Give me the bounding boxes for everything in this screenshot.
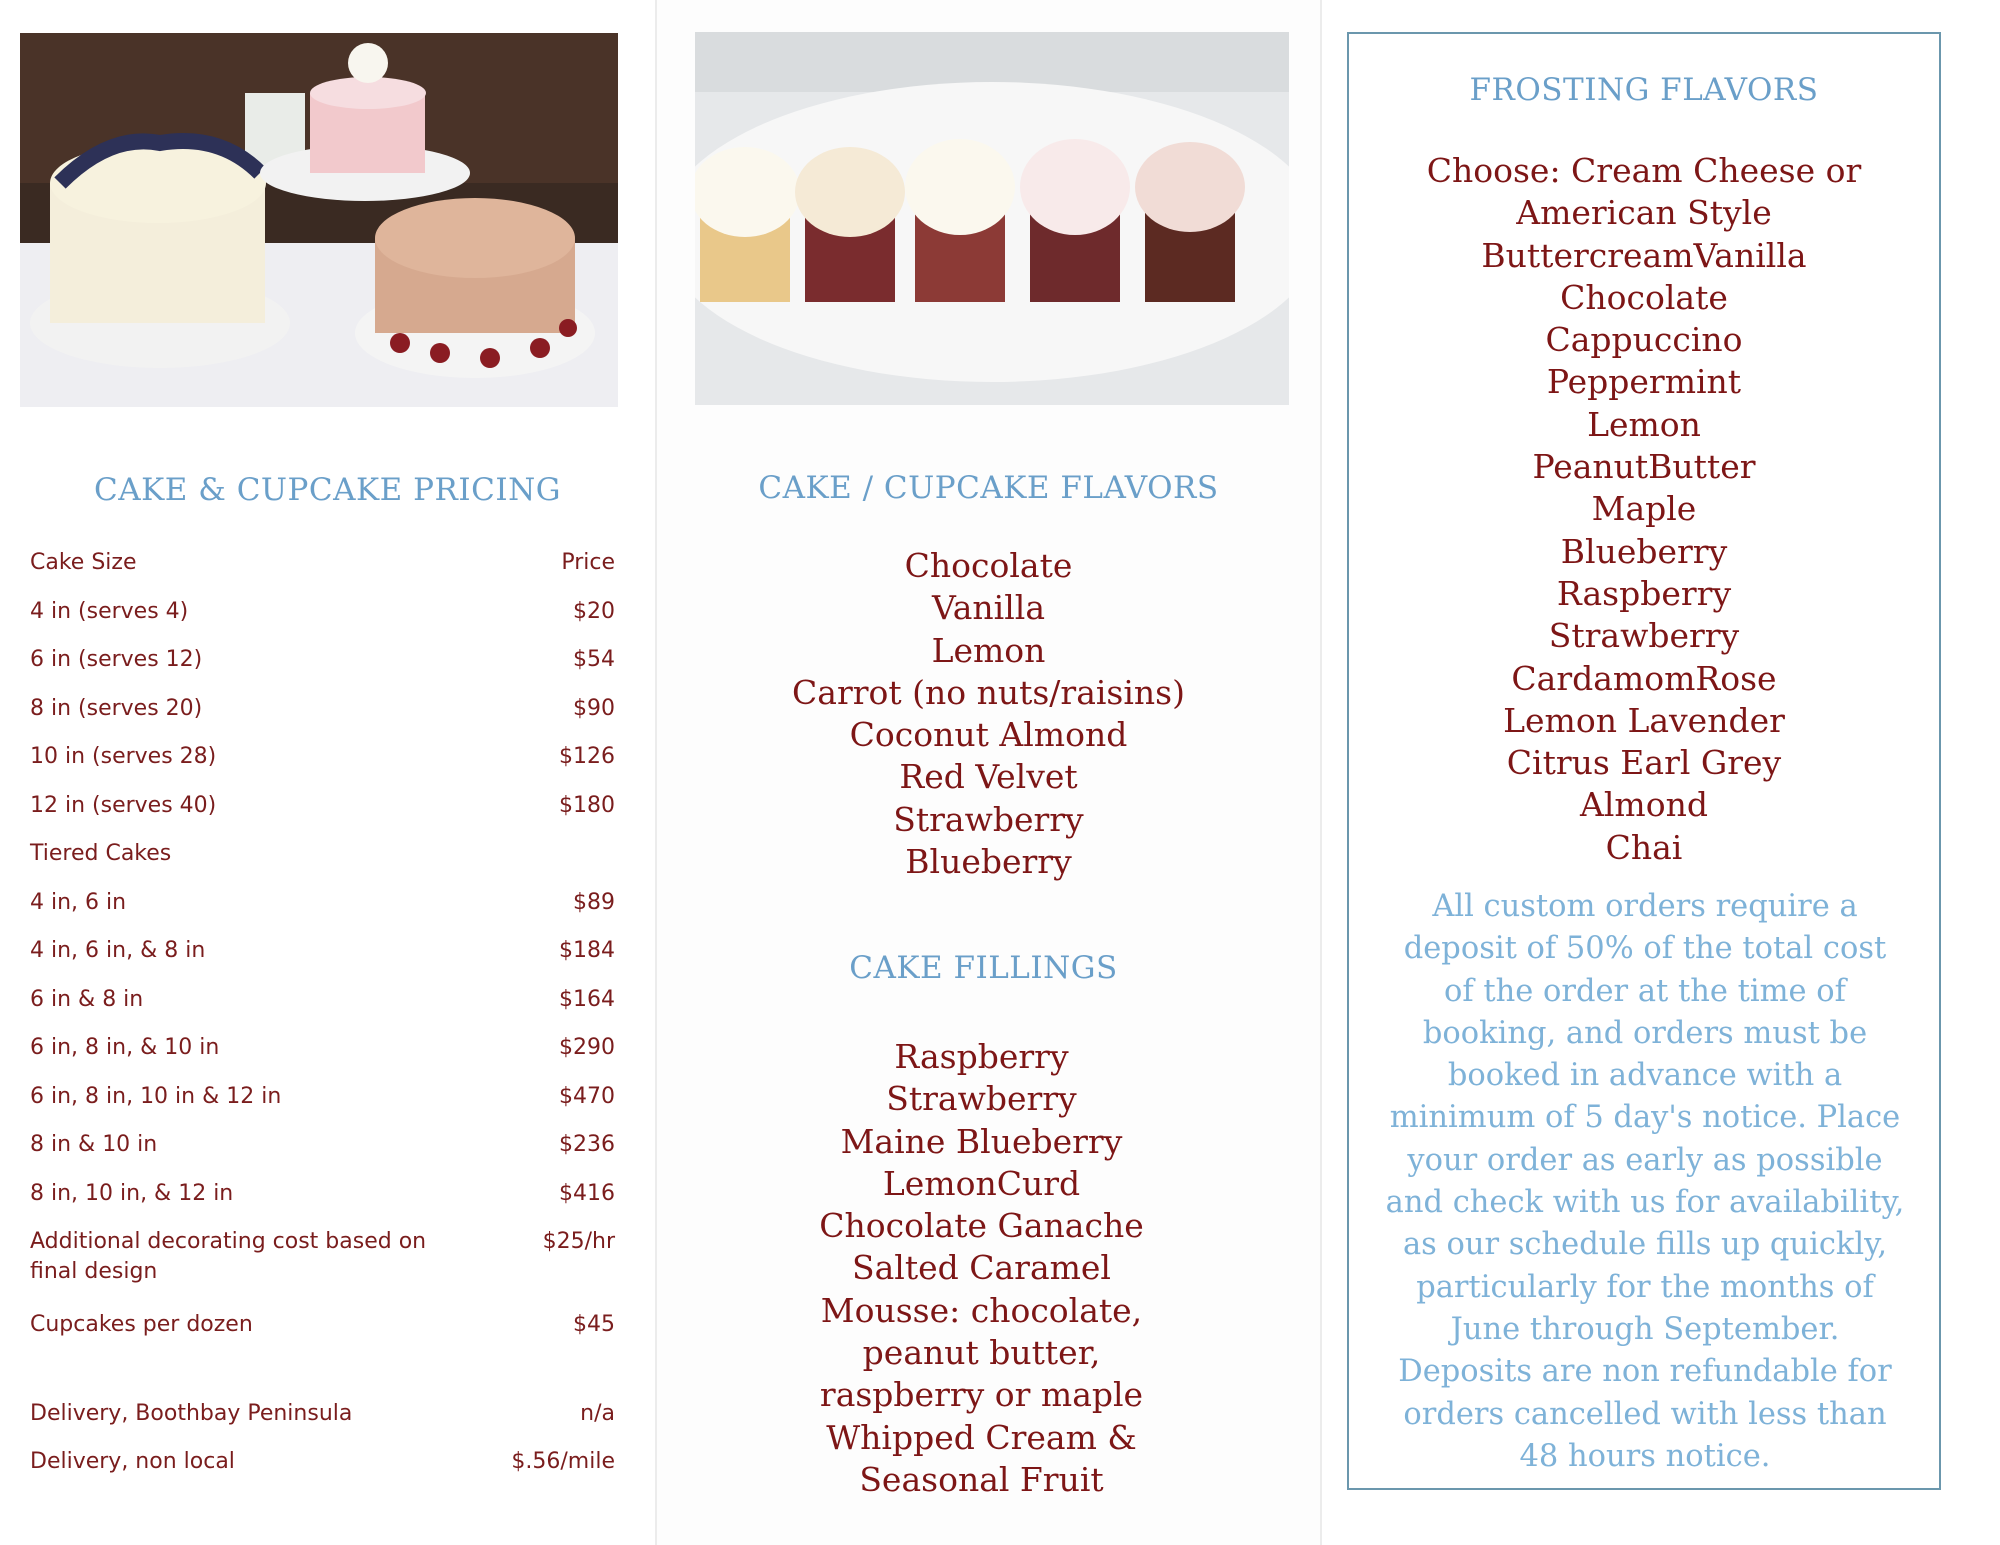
fillings-title: CAKE FILLINGS: [849, 950, 1118, 986]
list-item: Whipped Cream &: [826, 1417, 1137, 1457]
row-label: 4 in, 6 in: [30, 889, 127, 915]
row-price: $236: [559, 1132, 615, 1157]
row-label: Delivery, Boothbay Peninsula: [30, 1400, 353, 1426]
pricing-title: CAKE & CUPCAKE PRICING: [94, 472, 561, 508]
row-price: $89: [573, 889, 615, 915]
cake-fillings-list: [643, 1036, 1320, 1501]
row-price: $45: [573, 1312, 615, 1337]
row-label: 6 in (serves 12): [30, 647, 203, 672]
row-price: $25/hr: [542, 1229, 615, 1254]
row-price: $.56/mile: [511, 1449, 615, 1474]
table-row: [30, 645, 615, 694]
row-price: $470: [559, 1083, 615, 1109]
list-item: Cappuccino: [1545, 320, 1743, 360]
list-item: Blueberry: [1560, 531, 1728, 571]
row-label: Delivery, non local: [30, 1449, 235, 1474]
list-item: CardamomRose: [1511, 658, 1777, 698]
flavors-panel: [655, 0, 1320, 1545]
frosting-list: [1347, 150, 1941, 869]
row-price: $164: [559, 986, 615, 1012]
cake-size-header: Cake Size: [30, 550, 137, 575]
list-item: Chocolate: [1560, 277, 1728, 317]
row-price: n/a: [580, 1400, 615, 1426]
list-item: Peppermint: [1546, 362, 1742, 402]
list-item: Chocolate: [904, 546, 1073, 585]
frosting-title: FROSTING FLAVORS: [1469, 72, 1819, 108]
list-item: Strawberry: [1548, 616, 1740, 656]
row-price: $290: [559, 1035, 615, 1060]
table-row: [30, 1082, 615, 1131]
list-item: Carrot (no nuts/raisins): [792, 672, 1185, 712]
table-row: [30, 1447, 615, 1496]
list-item: Strawberry: [893, 799, 1084, 839]
list-item: Seasonal Fruit: [859, 1459, 1104, 1499]
table-row: [30, 1310, 615, 1359]
row-label: 8 in & 10 in: [30, 1132, 158, 1157]
list-item: American Style: [1516, 193, 1772, 233]
row-price: $180: [559, 792, 615, 818]
row-label: 6 in, 8 in, & 10 in: [30, 1035, 220, 1060]
table-row: [30, 1227, 615, 1310]
pricing-panel: [0, 0, 655, 1545]
row-price: $184: [559, 938, 615, 963]
row-label: 12 in (serves 40): [30, 792, 217, 818]
cake-flavors-list: [657, 545, 1320, 883]
row-label: 8 in (serves 20): [30, 695, 203, 721]
list-item: raspberry or maple: [819, 1375, 1144, 1415]
list-item: Maine Blueberry: [840, 1121, 1123, 1161]
table-row: [30, 791, 615, 840]
table-row: [30, 597, 615, 646]
table-row: [30, 1179, 615, 1228]
table-row: [30, 1033, 615, 1082]
table-row: [30, 742, 615, 791]
row-price: $126: [559, 744, 615, 769]
list-item: Coconut Almond: [849, 715, 1128, 755]
deposit-notice: All custom orders require a deposit of 50% of the total cost of the order at the time of booking, and orders must be booked in advance with a minimum of 5 day's notice. Place your order as early as possible and check with us for availability, as our schedule fills up quickly, particularly for the months of June through September. Deposits are non refundable for orders cancelled with less than 48 hours notice.: [1385, 889, 1905, 1474]
row-label: Tiered Cakes: [30, 841, 172, 866]
list-item: Blueberry: [905, 842, 1072, 882]
row-label: 6 in & 8 in: [30, 986, 144, 1012]
list-item: Red Velvet: [899, 757, 1078, 797]
list-item: Raspberry: [1556, 573, 1732, 613]
list-item: Raspberry: [894, 1037, 1069, 1076]
list-item: PeanutButter: [1532, 447, 1756, 487]
row-price: $416: [559, 1180, 615, 1206]
list-item: Salted Caramel: [852, 1248, 1111, 1288]
row-label: Cupcakes per dozen: [30, 1312, 253, 1337]
list-item: Maple: [1591, 489, 1697, 529]
row-label: 8 in, 10 in, & 12 in: [30, 1180, 234, 1206]
row-price: $20: [573, 598, 615, 624]
price-header: Price: [561, 550, 615, 575]
list-item: Lemon Lavender: [1503, 700, 1785, 740]
list-item: Almond: [1580, 785, 1708, 825]
table-row: [30, 1399, 615, 1448]
table-row: [30, 839, 615, 888]
list-item: Citrus Earl Grey: [1506, 743, 1782, 783]
table-row: [30, 888, 615, 937]
table-row: [30, 985, 615, 1034]
list-item: peanut butter,: [862, 1333, 1101, 1373]
table-row: [30, 694, 615, 743]
row-price: $90: [573, 695, 615, 721]
cupcakes-photo: [695, 32, 1289, 405]
list-item: Choose: Cream Cheese or: [1426, 151, 1862, 190]
list-item: Lemon: [931, 630, 1046, 670]
flavors-title: CAKE / CUPCAKE FLAVORS: [758, 470, 1219, 506]
pricing-table: [30, 548, 615, 1496]
pricing-header-row: [30, 548, 615, 597]
list-item: Mousse: chocolate,: [820, 1290, 1143, 1330]
list-item: Chai: [1605, 827, 1683, 867]
list-item: LemonCurd: [882, 1163, 1081, 1203]
row-price: $54: [573, 647, 615, 672]
row-label: Additional decorating cost based on final design: [30, 1229, 427, 1284]
list-item: Chocolate Ganache: [819, 1206, 1144, 1246]
list-item: ButtercreamVanilla: [1481, 235, 1807, 275]
cakes-photo: [20, 33, 618, 407]
row-label: 10 in (serves 28): [30, 744, 217, 769]
table-row: [30, 936, 615, 985]
list-item: Lemon: [1587, 404, 1701, 444]
list-item: Strawberry: [886, 1079, 1077, 1119]
row-label: 6 in, 8 in, 10 in & 12 in: [30, 1083, 282, 1109]
list-item: Vanilla: [931, 588, 1046, 628]
row-label: 4 in, 6 in, & 8 in: [30, 938, 206, 963]
row-label: 4 in (serves 4): [30, 598, 189, 624]
table-row: [30, 1130, 615, 1179]
